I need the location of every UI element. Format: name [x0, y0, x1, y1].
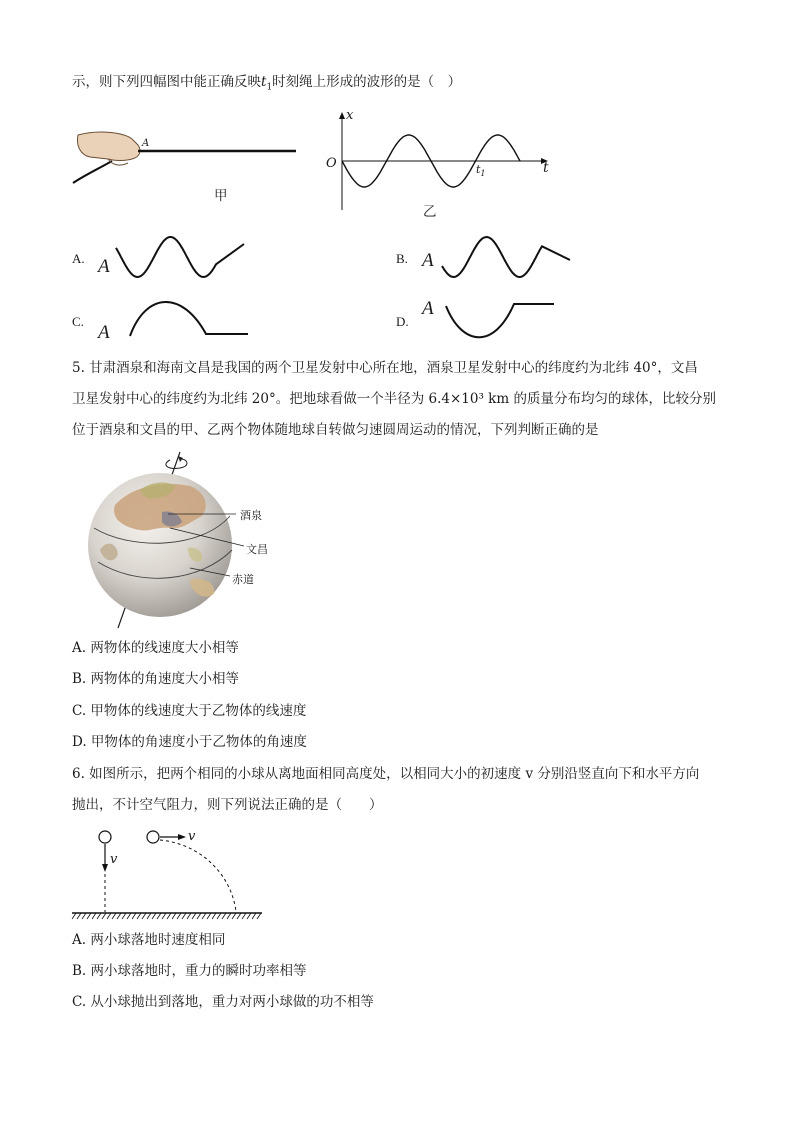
globe-figure [70, 450, 270, 630]
globe-label-wenchang: 文昌 [246, 543, 268, 556]
ground-hatch-mark [252, 913, 256, 919]
ground-hatch-mark [72, 913, 76, 919]
axis-t-label: t [543, 160, 549, 176]
ground-hatch-mark [122, 913, 126, 919]
q4-option-b-wave[interactable] [438, 232, 573, 282]
ground-hatch-mark [97, 913, 101, 919]
ground-hatch-mark [247, 913, 251, 919]
ground-hatch-mark [212, 913, 216, 919]
ground-hatch-mark [242, 913, 246, 919]
q5-option-c[interactable]: C. 甲物体的线速度大于乙物体的线速度 [72, 703, 307, 719]
hand-point-label: A [142, 138, 150, 149]
globe-label-jiuquan: 酒泉 [240, 509, 262, 522]
q6-stem-line-1: 6. 如图所示，把两个相同的小球从离地面相同高度处，以相同大小的初速度 v 分别沿竖直向下和水平方向 [72, 766, 700, 782]
q5-option-a[interactable]: A. 两物体的线速度大小相等 [72, 640, 239, 656]
v-label-vertical: v [110, 852, 118, 867]
q5-stem-line-1: 5. 甘肃酒泉和海南文昌是我国的两个卫星发射中心所在地，酒泉卫星发射中心的纬度约为北纬 40°，文昌 [72, 360, 698, 376]
ground-hatch-mark [87, 913, 91, 919]
ground-hatch-mark [152, 913, 156, 919]
q4-option-a-curve-label: A [98, 256, 110, 277]
fig-jia-caption: 甲 [214, 188, 228, 204]
ground-hatch-mark [182, 913, 186, 919]
ground-hatch-mark [217, 913, 221, 919]
ground-hatch-mark [77, 913, 81, 919]
v-label-horizontal: v [188, 829, 196, 844]
projectile-figure [72, 826, 267, 921]
ground-hatch-mark [257, 913, 261, 919]
q4-intro-line [72, 72, 461, 98]
t1-sub: 1 [480, 169, 486, 179]
q4-option-a-letter[interactable]: A. [72, 251, 85, 266]
ground-hatch-mark [177, 913, 181, 919]
ground-hatch-mark [82, 913, 86, 919]
ground-hatch-mark [107, 913, 111, 919]
ground-hatch-mark [92, 913, 96, 919]
axis-x-label: x [346, 108, 354, 123]
globe-label-equator: 赤道 [232, 573, 254, 586]
q4-intro-end: 时刻绳上形成的波形的是（ ） [272, 74, 462, 90]
q4-intro-t: t [261, 74, 267, 90]
q4-option-c-curve-label: A [98, 322, 110, 343]
ground-hatch-mark [232, 913, 236, 919]
ground-hatch-mark [127, 913, 131, 919]
ground-hatch-mark [112, 913, 116, 919]
q4-option-b-letter[interactable]: B. [396, 251, 408, 266]
q4-option-d-wave[interactable] [444, 296, 559, 346]
q5-option-b[interactable]: B. 两物体的角速度大小相等 [72, 671, 240, 687]
ground-hatch-mark [192, 913, 196, 919]
q4-option-c-letter[interactable]: C. [72, 314, 84, 329]
ground-hatch-mark [132, 913, 136, 919]
ground-hatch-mark [147, 913, 151, 919]
ground-hatch-mark [187, 913, 191, 919]
q4-option-c-wave[interactable] [126, 296, 256, 341]
q6-option-b[interactable]: B. 两小球落地时，重力的瞬时功率相等 [72, 963, 307, 979]
q4-intro-sub: 1 [266, 82, 273, 93]
ground-hatch-mark [142, 913, 146, 919]
ground-hatch-mark [237, 913, 241, 919]
q4-intro-text: 示，则下列四幅图中能正确反映 [72, 74, 261, 90]
ground-hatch-mark [102, 913, 106, 919]
q6-stem-line-2: 抛出，不计空气阻力，则下列说法正确的是（ ） [72, 797, 383, 813]
ground-hatch-mark [227, 913, 231, 919]
q5-stem-line-2: 卫星发射中心的纬度约为北纬 20°。把地球看做一个半径为 6.4×10³ km 的质量分布均匀的球体，比较分别 [72, 391, 716, 407]
fig-yi-caption: 乙 [423, 204, 437, 220]
origin-label: O [326, 156, 337, 171]
q4-option-a-wave[interactable] [114, 232, 249, 282]
q4-option-d-letter[interactable]: D. [396, 314, 409, 329]
ground-hatch-mark [202, 913, 206, 919]
ground-hatch-mark [172, 913, 176, 919]
q4-option-d-curve-label: A [422, 298, 434, 319]
ground-hatch-mark [197, 913, 201, 919]
ground-hatch-mark [162, 913, 166, 919]
q4-option-b-curve-label: A [422, 250, 434, 271]
t1-label [476, 163, 486, 178]
ground-hatch-mark [137, 913, 141, 919]
t1-text: t [476, 163, 481, 176]
q6-option-c[interactable]: C. 从小球抛出到落地，重力对两小球做的功不相等 [72, 994, 374, 1010]
q5-stem-line-3: 位于酒泉和文昌的甲、乙两个物体随地球自转做匀速圆周运动的情况，下列判断正确的是 [72, 422, 599, 438]
ground-hatch-mark [157, 913, 161, 919]
q6-option-a[interactable]: A. 两小球落地时速度相同 [72, 932, 226, 948]
ground-hatch-mark [117, 913, 121, 919]
hand-rope-figure [70, 125, 310, 195]
ground-hatch-mark [207, 913, 211, 919]
xt-graph [330, 110, 560, 210]
ground-hatch-mark [222, 913, 226, 919]
q5-option-d[interactable]: D. 甲物体的角速度小于乙物体的角速度 [72, 734, 307, 750]
ground-hatch-mark [167, 913, 171, 919]
